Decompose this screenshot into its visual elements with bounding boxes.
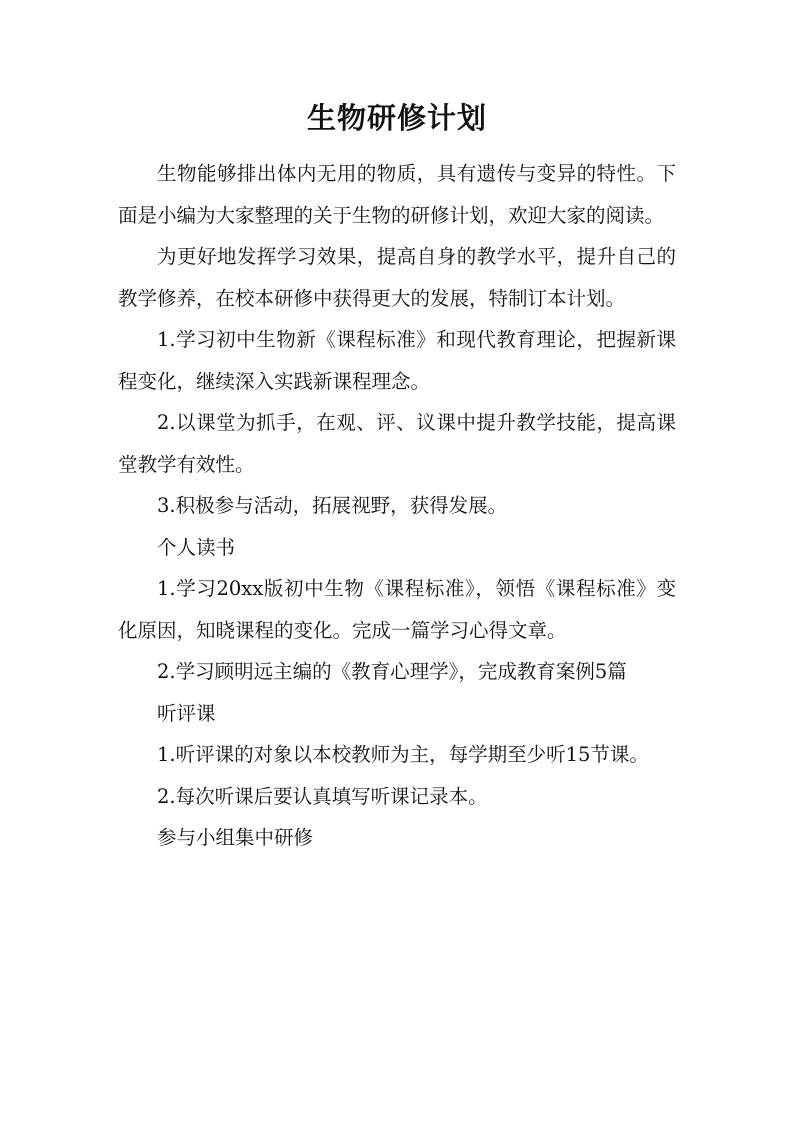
lesson-review-item-2: 2.每次听课后要认真填写听课记录本。 [157, 784, 488, 808]
goal-item-3: 3.积极参与活动，拓展视野，获得发展。 [157, 494, 508, 517]
reading-item-2: 2.学习顾明远主编的《教育心理学》，完成教育案例5篇 [157, 660, 627, 683]
lesson-review-item-1: 1.听评课的对象以本校教师为主，每学期至少听15节课。 [157, 743, 649, 766]
goal-item-2: 2.以课堂为抓手，在观、评、议课中提升教学技能，提高课堂教学有效性。 [118, 411, 676, 476]
document-body [118, 153, 676, 859]
document-title: 生物研修计划 [306, 101, 487, 135]
section-heading-group-study: 参与小组集中研修 [157, 826, 314, 849]
section-heading-lesson-review: 听评课 [157, 701, 216, 725]
goal-item-1: 1.学习初中生物新《课程标准》和现代教育理论，把握新课程变化，继续深入实践新课程理念。 [118, 328, 676, 393]
reading-item-1: 1.学习20xx版初中生物《课程标准》，领悟《课程标准》变化原因，知晓课程的变化。完成一篇学习心得文章。 [118, 577, 676, 642]
section-heading-reading: 个人读书 [157, 535, 236, 559]
purpose-paragraph: 为更好地发挥学习效果，提高自身的教学水平，提升自己的教学修养，在校本研修中获得更大的发展，特制订本计划。 [118, 245, 676, 310]
intro-paragraph: 生物能够排出体内无用的物质，具有遗传与变异的特性。下面是小编为大家整理的关于生物的研修计划，欢迎大家的阅读。 [118, 162, 676, 227]
